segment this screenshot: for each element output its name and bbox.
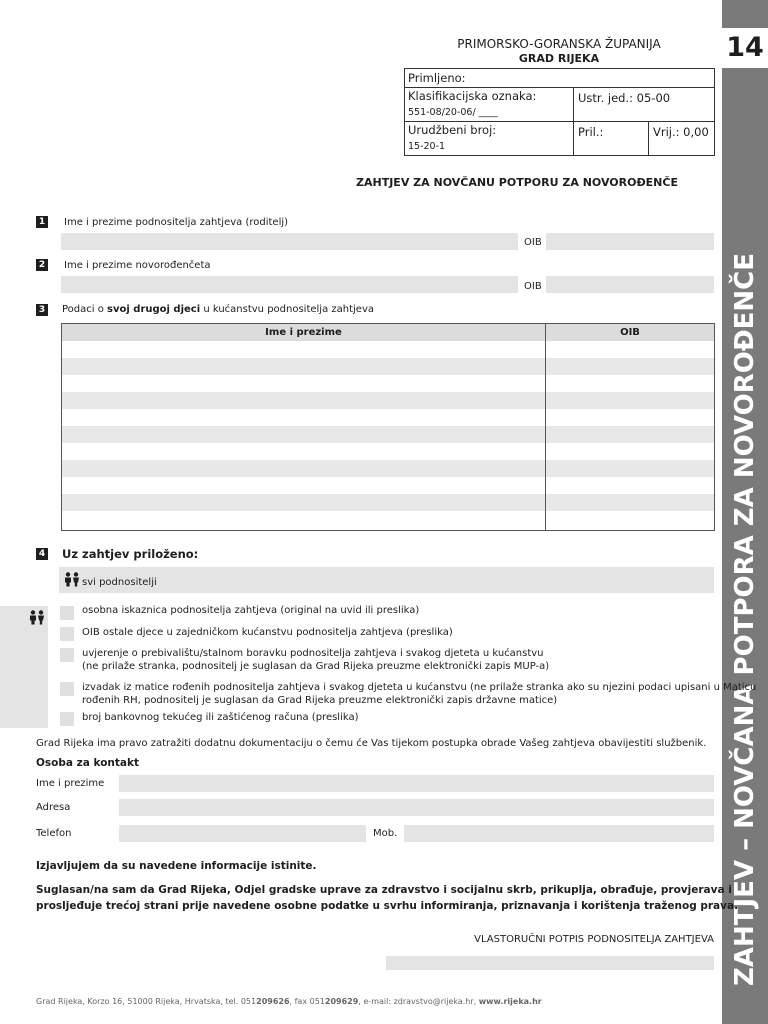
people-icon xyxy=(29,610,45,625)
section-4-title: Uz zahtjev priloženo: xyxy=(62,547,199,561)
classification-value: 551-08/20-06/ ____ xyxy=(408,107,498,118)
section-2-oib-label: OIB xyxy=(524,281,542,292)
footer-email[interactable]: zdravstvo@rijeka.hr xyxy=(393,997,474,1006)
value-label: Vrij.: 0,00 xyxy=(653,125,709,139)
section-3-label: Podaci o svoj drugoj djeci u kućanstvu podnositelja zahtjeva xyxy=(62,304,375,315)
checkbox-id-card[interactable] xyxy=(60,606,74,620)
registry-label: Urudžbeni broj: xyxy=(408,123,497,137)
table-row[interactable] xyxy=(62,460,714,477)
section-1-number: 1 xyxy=(36,216,48,228)
received-label: Primljeno: xyxy=(408,71,466,85)
newborn-oib-field[interactable] xyxy=(546,276,714,293)
children-table xyxy=(61,323,715,531)
checkbox-children-oib[interactable] xyxy=(60,627,74,641)
attachments-label: Pril.: xyxy=(578,125,604,139)
checkbox-residence[interactable] xyxy=(60,648,74,662)
item-birth-register-note: rođenih RH, podnositelj je suglasan da Grad Rijeka preuzme elektronički zapis državne matice) xyxy=(82,695,558,706)
contact-mobile-label: Mob. xyxy=(373,828,398,839)
contact-phone-label: Telefon xyxy=(36,828,72,839)
section-1-label: Ime i prezime podnositelja zahtjeva (roditelj) xyxy=(64,217,289,228)
contact-name-field[interactable] xyxy=(119,775,714,792)
item-children-oib: OIB ostale djece u zajedničkom kućanstvu podnositelja zahtjeva (preslika) xyxy=(82,627,453,638)
item-birth-register: izvadak iz matice rođenih podnositelja zahtjeva i svakog djeteta u kućanstvu (ne prilaže stranka ako su njezini podaci upisani u Maticu xyxy=(82,682,757,693)
declaration-text: Izjavljujem da su navedene informacije istinite. xyxy=(36,860,317,872)
footer-website[interactable]: www.rijeka.hr xyxy=(478,997,542,1006)
people-icon xyxy=(64,572,80,587)
document-title: ZAHTJEV ZA NOVČANU POTPORU ZA NOVOROĐENČE xyxy=(356,176,678,189)
signature-field[interactable] xyxy=(386,956,714,970)
table-header xyxy=(62,324,714,341)
section-4-number: 4 xyxy=(36,548,48,560)
contact-title: Osoba za kontakt xyxy=(36,757,139,769)
notice-text: Grad Rijeka ima pravo zatražiti dodatnu dokumentaciju o čemu će Vas tijekom postupka obrade Vašeg zahtjeva obavijestiti službenik. xyxy=(36,738,707,749)
col-oib-header: OIB xyxy=(620,327,640,338)
applicant-name-field[interactable] xyxy=(61,233,518,250)
contact-name-label: Ime i prezime xyxy=(36,778,105,789)
col-name-header: Ime i prezime xyxy=(265,327,342,338)
item-id-card: osobna iskaznica podnositelja zahtjeva (original na uvid ili preslika) xyxy=(82,605,420,616)
contact-address-field[interactable] xyxy=(119,799,714,816)
table-row[interactable] xyxy=(62,392,714,409)
classification-label: Klasifikacijska oznaka: xyxy=(408,89,537,103)
table-row[interactable] xyxy=(62,426,714,443)
contact-phone-field[interactable] xyxy=(119,825,366,842)
item-bank-account: broj bankovnog tekućeg ili zaštićenog računa (preslika) xyxy=(82,712,359,723)
checkbox-bank-account[interactable] xyxy=(60,712,74,726)
signature-label: VLASTORUČNI POTPIS PODNOSITELJA ZAHTJEVA xyxy=(474,934,714,945)
contact-mobile-field[interactable] xyxy=(404,825,714,842)
item-residence-note: (ne prilaže stranka, podnositelj je suglasan da Grad Rijeka preuzme elektronički zapis MUP-a) xyxy=(82,661,550,672)
group-header xyxy=(59,567,714,593)
consent-line-2: prosljeđuje trećoj strani prije navedene osobne podatke u svrhu informiranja, priznavanja i korištenja traženog prava. xyxy=(36,900,739,912)
table-row[interactable] xyxy=(62,494,714,511)
section-1-oib-label: OIB xyxy=(524,237,542,248)
checkbox-birth-register[interactable] xyxy=(60,682,74,696)
registry-box xyxy=(404,68,715,156)
group-label: svi podnositelji xyxy=(82,577,157,588)
item-residence: uvjerenje o prebivalištu/stalnom boravku podnositelja zahtjeva i svakog djeteta u kućanstvu xyxy=(82,648,544,659)
city-name: GRAD RIJEKA xyxy=(518,52,600,65)
unit-label: Ustr. jed.: 05-00 xyxy=(578,91,671,105)
county-name: PRIMORSKO-GORANSKA ŽUPANIJA xyxy=(457,37,661,51)
section-3-number: 3 xyxy=(36,304,48,316)
section-2-label: Ime i prezime novorođenčeta xyxy=(64,260,211,271)
form-number: 14 xyxy=(722,28,768,68)
footer: Grad Rijeka, Korzo 16, 51000 Rijeka, Hrvatska, tel. 051209626, fax 051209629, e-mail: zdravstvo@rijeka.hr, www.rijeka.hr xyxy=(36,997,542,1006)
contact-address-label: Adresa xyxy=(36,802,71,813)
consent-line-1: Suglasan/na sam da Grad Rijeka, Odjel gradske uprave za zdravstvo i socijalnu skrb, prikuplja, obrađuje, provjerava i xyxy=(36,884,732,896)
section-2-number: 2 xyxy=(36,259,48,271)
applicant-oib-field[interactable] xyxy=(546,233,714,250)
registry-value: 15-20-1 xyxy=(408,141,446,152)
side-title: ZAHTJEV – NOVČANA POTPORA ZA NOVOROĐENČE xyxy=(730,252,760,986)
newborn-name-field[interactable] xyxy=(61,276,518,293)
table-row[interactable] xyxy=(62,358,714,375)
